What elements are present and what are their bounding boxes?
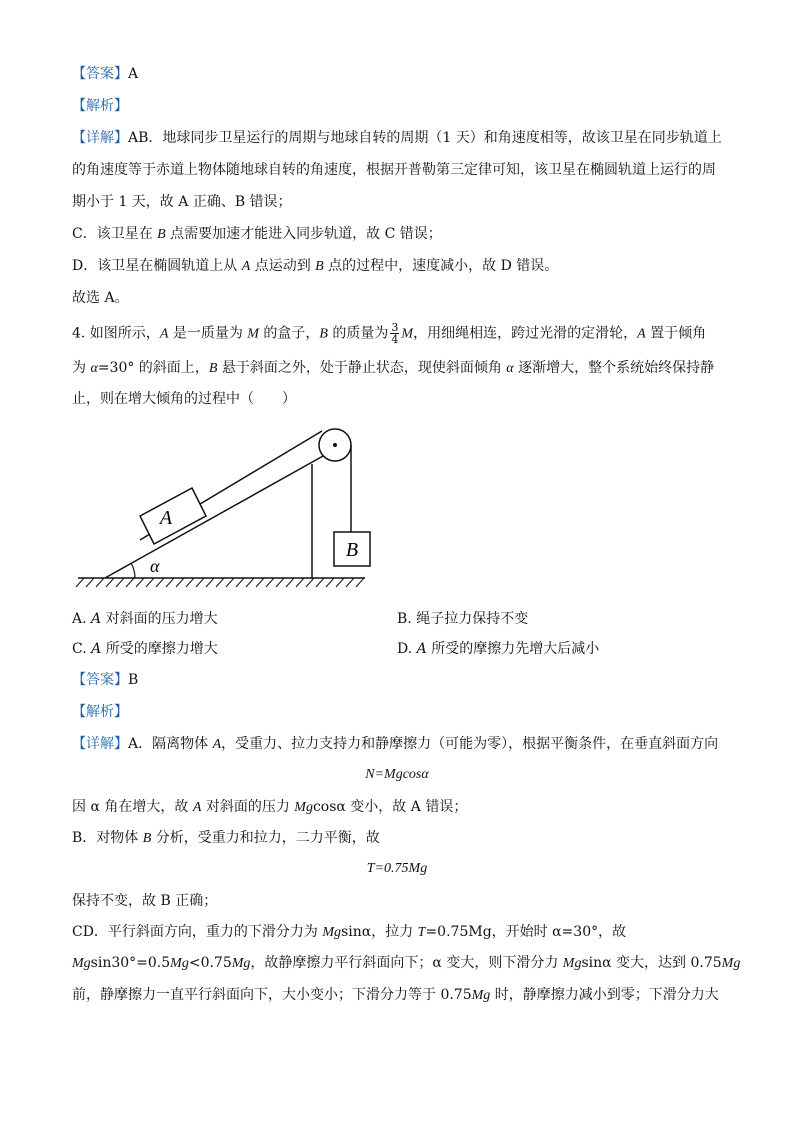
text: 是一质量为 xyxy=(168,325,248,342)
text: C．该卫星在 xyxy=(72,226,158,242)
q4-detail-line-1 xyxy=(72,734,718,755)
var: B xyxy=(315,259,324,274)
block-a xyxy=(140,488,206,544)
detail-line-2: 的角速度等于赤道上物体随地球自转的角速度，根据开普勒第三定律可知，该卫星在椭圆轨道上运行的周 xyxy=(72,162,716,178)
option-a xyxy=(72,609,218,629)
text: 分析，受重力和拉力，二力平衡，故 xyxy=(151,830,380,846)
var: Mg xyxy=(170,956,189,971)
text: =0.75Mg，开始时 α=30°，故 xyxy=(425,924,627,940)
angle-label: α xyxy=(150,556,160,576)
option-text: 对斜面的压力增大 xyxy=(101,611,218,627)
text: 点的过程中，速度减小，故 D 错误。 xyxy=(323,258,559,274)
block-b-label: B xyxy=(345,539,359,561)
text: ，用细绳相连，跨过光滑的定滑轮， xyxy=(413,325,638,342)
text: D．该卫星在椭圆轨道上从 xyxy=(72,258,242,274)
answer-line-q3 xyxy=(72,64,138,84)
text: 逐渐增大，整个系统始终保持静 xyxy=(513,360,715,376)
conclusion: 故选 A。 xyxy=(72,290,129,306)
detail-tag: 【详解】 xyxy=(72,736,128,752)
question-stem-line-2 xyxy=(72,358,714,379)
incline-surface xyxy=(105,451,332,578)
text: CD．平行斜面方向，重力的下滑分力为 xyxy=(72,924,323,940)
text: 点需要加速才能进入同步轨道，故 C 错误； xyxy=(165,226,442,242)
q4-detail-line-5 xyxy=(72,922,626,943)
option-letter: C. xyxy=(72,641,92,657)
q4-detail-line-2 xyxy=(72,797,467,818)
fraction-numerator: 3 xyxy=(391,321,399,334)
var: Mg xyxy=(471,988,491,1003)
answer-value: A xyxy=(128,66,139,82)
text: sin30°=0.5 xyxy=(90,955,171,971)
var: A xyxy=(91,611,102,627)
text: 前，静摩擦力一直平行斜面向下，大小变小；下滑分力等于 0.75 xyxy=(72,987,472,1003)
detail-text: AB．地球同步卫星运行的周期与地球自转的周期（1 天）和角速度相等，故该卫星在同步轨道上 xyxy=(128,130,722,146)
text: B．对物体 xyxy=(72,830,143,846)
text: 4. 如图所示， xyxy=(72,325,160,342)
q4-detail-line-6 xyxy=(72,953,740,974)
analysis-tag: 【解析】 xyxy=(72,98,128,114)
q4-detail-line-7 xyxy=(72,985,719,1006)
var: A xyxy=(212,737,222,752)
detail-line-5 xyxy=(72,256,558,277)
q4-detail-line-4: 保持不变，故 B 正确； xyxy=(72,893,218,909)
question-stem-line-1 xyxy=(72,322,706,345)
var: Mg xyxy=(562,956,582,971)
option-b: B. 绳子拉力保持不变 xyxy=(397,611,529,627)
var: Mg xyxy=(231,956,251,971)
var: B xyxy=(157,227,166,242)
analysis-tag-q4 xyxy=(72,702,128,722)
incline-pulley-figure xyxy=(70,415,390,595)
detail-line-1 xyxy=(72,128,722,148)
text: cosα 变小，故 A 错误； xyxy=(312,799,468,815)
text: 点运动到 xyxy=(250,258,316,274)
analysis-tag: 【解析】 xyxy=(72,704,128,720)
var: B xyxy=(319,326,328,342)
question-stem-line-3: 止，则在增大倾角的过程中（ ） xyxy=(72,391,296,407)
equation-normal-force: N=Mgcosα xyxy=(365,767,429,782)
var: A xyxy=(241,259,251,274)
text: ，故静摩擦力平行斜面向下；α 变大，则下滑分力 xyxy=(250,955,563,971)
fraction xyxy=(390,322,399,345)
var: B xyxy=(142,831,152,846)
var: Mg xyxy=(322,925,342,940)
var: A xyxy=(416,641,427,657)
pulley-axle xyxy=(333,443,337,447)
angle-arc xyxy=(131,563,135,578)
fraction-denominator: 4 xyxy=(391,333,399,346)
var: A xyxy=(637,326,646,342)
option-d xyxy=(397,639,599,659)
text: ，受重力、拉力支持力和静摩擦力（可能为零），根据平衡条件，在垂直斜面方向 xyxy=(221,736,719,752)
q4-detail-line-3 xyxy=(72,828,380,849)
var: T xyxy=(417,925,426,940)
var: A xyxy=(159,326,169,342)
var: Mg xyxy=(721,956,741,971)
text: 对斜面的压力 xyxy=(201,799,295,815)
var: Mg xyxy=(294,800,313,815)
var: α xyxy=(506,361,514,376)
var: α xyxy=(90,361,98,376)
text: =30° 的斜面上， xyxy=(97,360,209,376)
option-text: 所受的摩擦力先增大后减小 xyxy=(426,641,600,657)
text: 时，静摩擦力减小到零；下滑分力大 xyxy=(490,987,719,1003)
var: Mg xyxy=(72,956,91,971)
option-letter: D. xyxy=(397,641,417,657)
option-c xyxy=(72,639,218,659)
answer-tag: 【答案】 xyxy=(72,672,128,688)
text: 为 xyxy=(72,360,91,376)
text: 的盒子， xyxy=(258,325,320,342)
text: 的质量为 xyxy=(327,325,389,342)
var: M xyxy=(401,326,414,342)
detail-line-4 xyxy=(72,224,442,245)
text: 因 α 角在增大，故 xyxy=(72,799,193,815)
equation-tension: T=0.75Mg xyxy=(366,861,428,876)
text: <0.75 xyxy=(188,955,232,971)
answer-line-q4 xyxy=(72,670,138,690)
text: sinα 变大，达到 0.75 xyxy=(581,955,722,971)
text: A．隔离物体 xyxy=(128,736,213,752)
detail-tag: 【详解】 xyxy=(72,130,128,146)
answer-value: B xyxy=(128,672,139,688)
text: 悬于斜面之外，处于静止状态，现使斜面倾角 xyxy=(217,360,507,376)
ground-hatch xyxy=(76,578,364,587)
var: B xyxy=(208,361,218,376)
option-letter: A. xyxy=(72,611,92,627)
option-text: 所受的摩擦力增大 xyxy=(101,641,218,657)
answer-tag: 【答案】 xyxy=(72,66,128,82)
analysis-tag-q3 xyxy=(72,96,128,116)
block-a-label: A xyxy=(159,507,173,529)
text: sinα，拉力 xyxy=(341,924,418,940)
var: A xyxy=(91,641,102,657)
text: 置于倾角 xyxy=(645,325,707,342)
detail-line-3: 期小于 1 天，故 A 正确、B 错误； xyxy=(72,194,292,210)
var: M xyxy=(247,326,259,342)
var: A xyxy=(192,800,202,815)
